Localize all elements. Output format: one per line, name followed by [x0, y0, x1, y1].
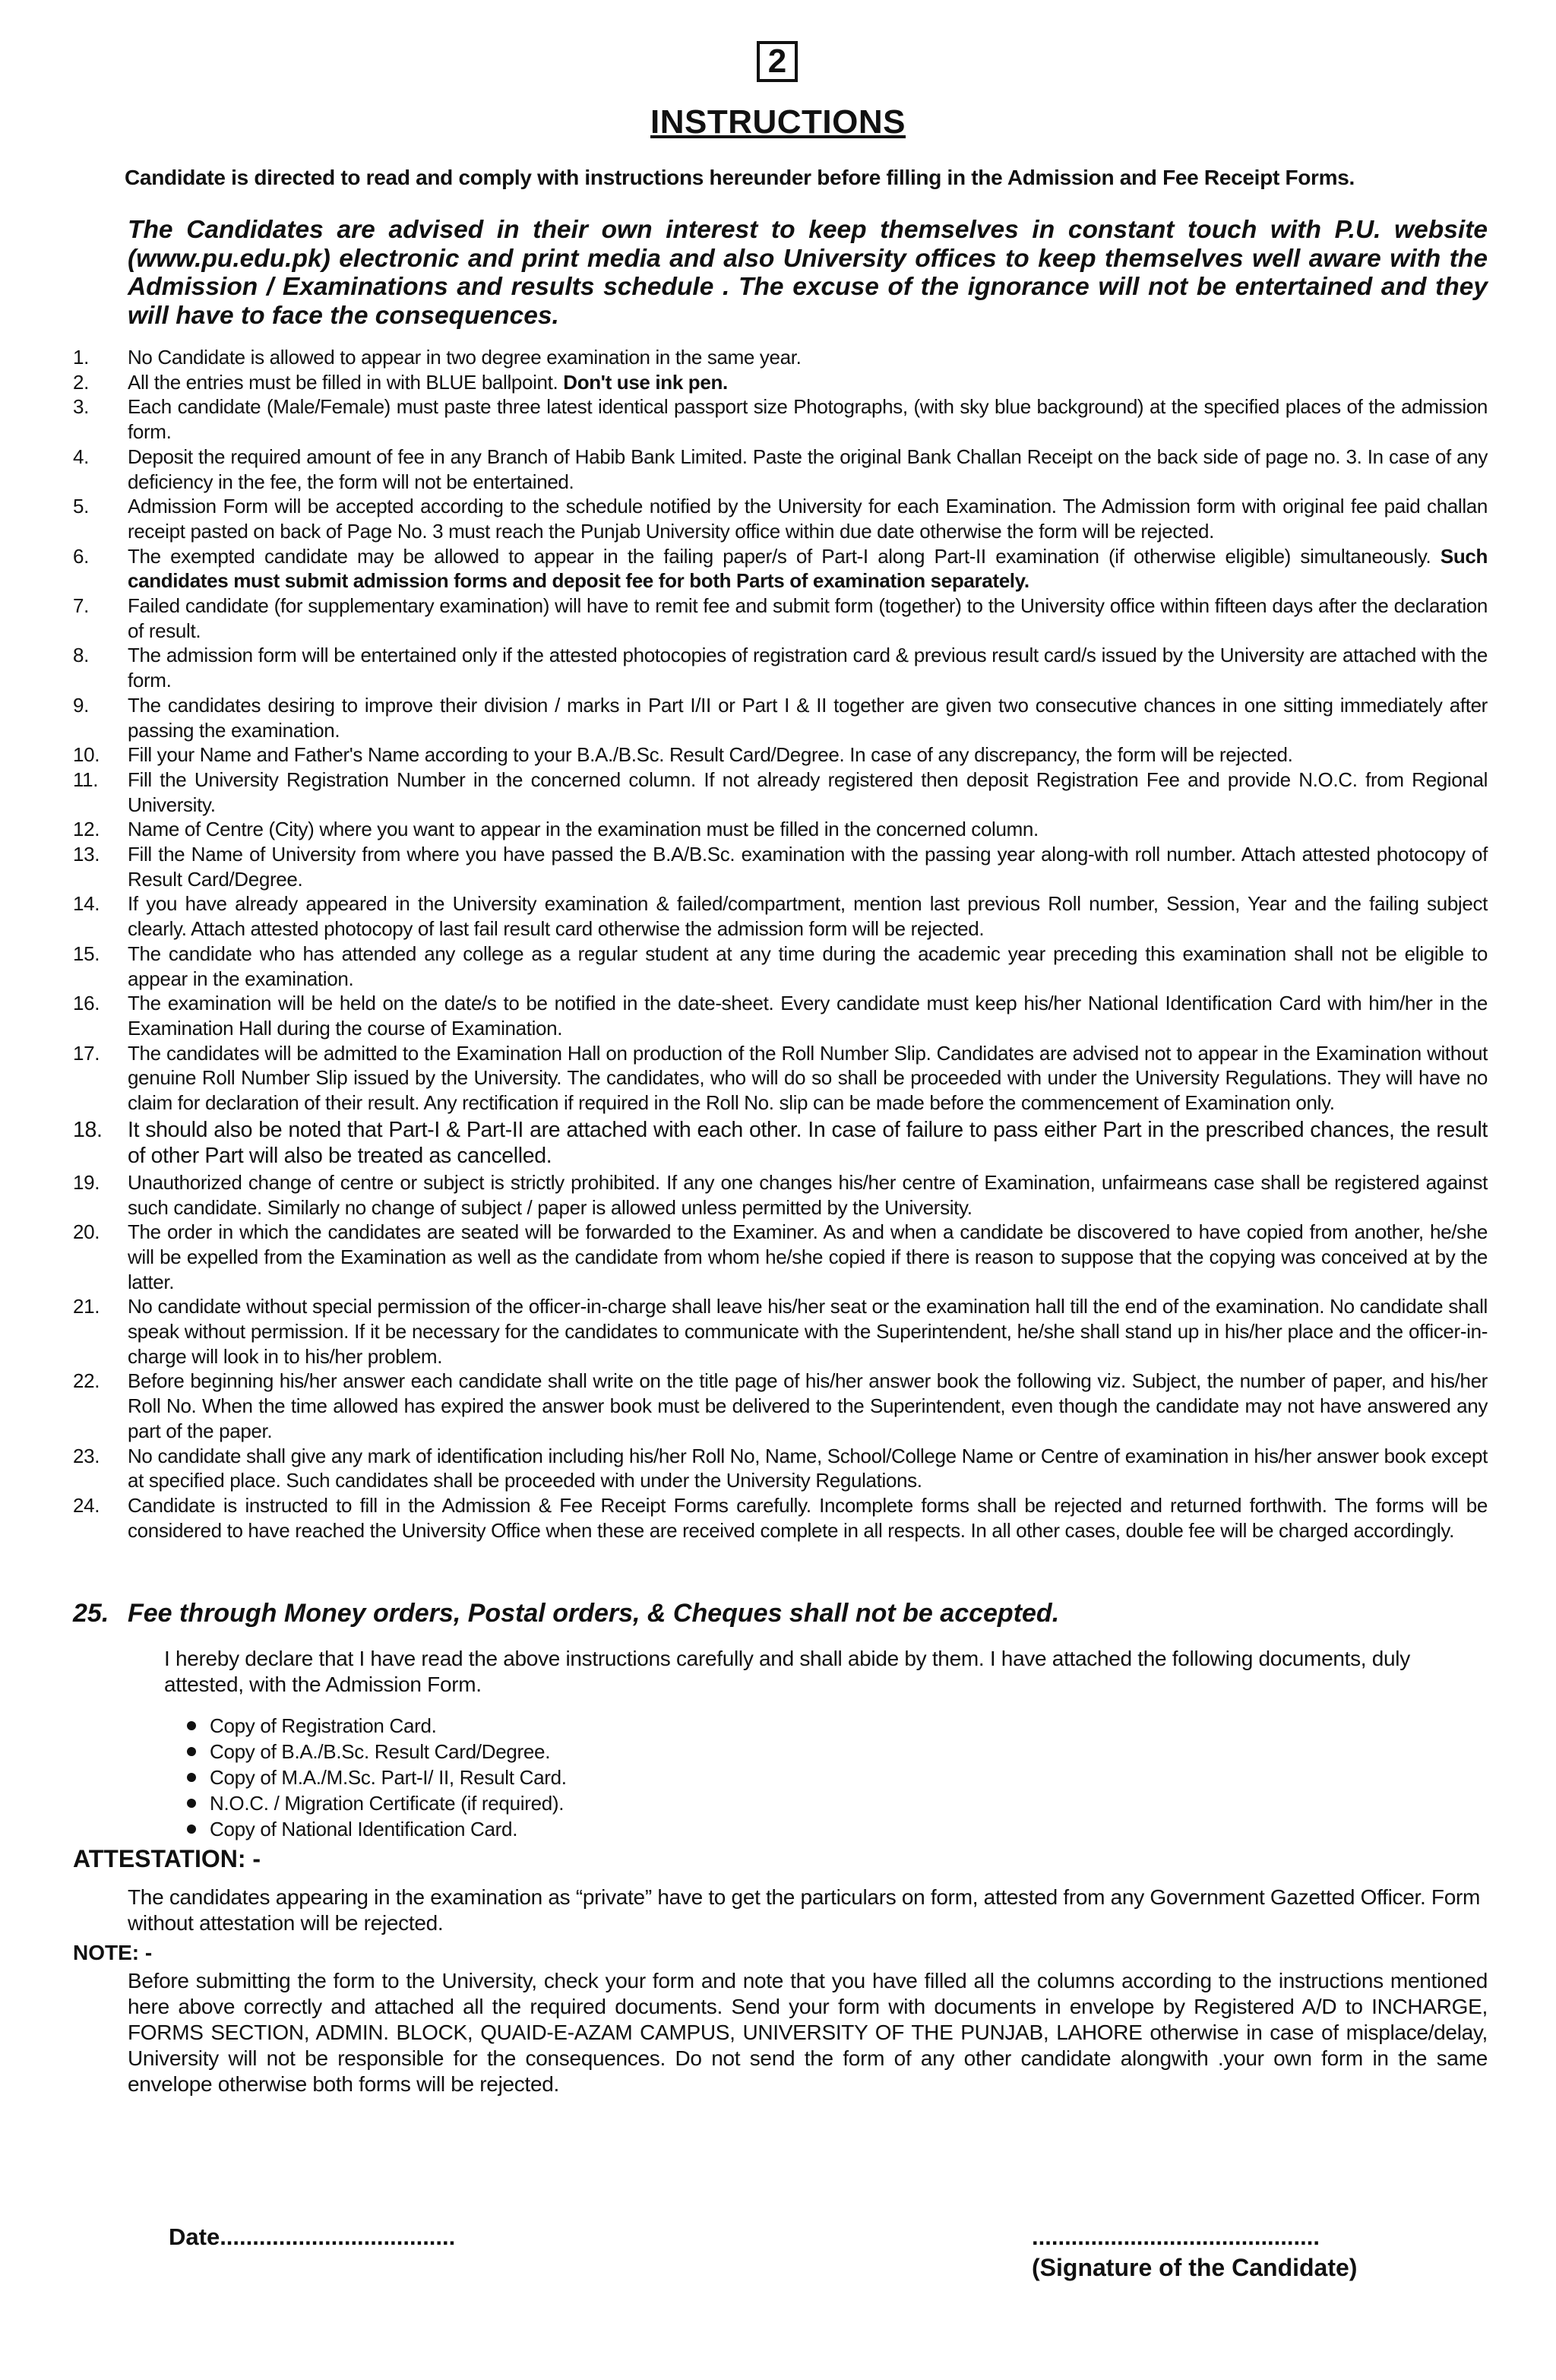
instruction-text — [128, 1220, 1488, 1294]
instruction-text — [128, 1369, 1488, 1443]
instruction-text — [128, 693, 1488, 742]
signature-line: ............................................ — [1032, 2223, 1320, 2250]
documents-list — [187, 1713, 567, 1842]
instruction-plain-text: Unauthorized change of centre or subject is strictly prohibited. If any one changes his/her centre of Examination, unfairmeans case shall be registered against such candidate. Similarly no change of subject / paper is allowed unless permitted by the University. — [128, 1170, 1488, 1219]
instruction-plain-text: It should also be noted that Part-I & Part-II are attached with each other. In case of failure to pass either Part in the prescribed chances, the result of other Part will also be treated as cancelled. — [128, 1117, 1488, 1168]
bullet-icon — [187, 1747, 196, 1756]
instruction-text — [128, 1493, 1488, 1543]
instruction-plain-text: Admission Form will be accepted according to the schedule notified by the University for each Examination. The Admission form with original fee paid challan receipt pasted on back of Page No. 3 must reach the Punjab University office within due date otherwise the form will be rejected. — [128, 495, 1488, 543]
instruction-plain-text: The admission form will be entertained only if the attested photocopies of registration card & previous result card/s issued by the University are attached with the form. — [128, 644, 1488, 692]
instruction-text — [128, 593, 1488, 643]
instruction-text — [128, 1117, 1488, 1169]
bullet-icon — [187, 1825, 196, 1834]
signature-label: (Signature of the Candidate) — [1032, 2254, 1358, 2281]
instruction-item — [0, 494, 1556, 543]
instruction-number: 21. — [73, 1295, 100, 1318]
instruction-plain-text: The candidate who has attended any college as a regular student at any time during the academic year preceding this examination shall not be eligible to appear in the examination. — [128, 942, 1488, 990]
instruction-bold-text: Don't use ink pen. — [563, 370, 728, 394]
instruction-item — [0, 445, 1556, 494]
instruction-item — [0, 1220, 1556, 1294]
instruction-number: 10. — [73, 743, 100, 767]
instruction-number: 3. — [73, 395, 89, 419]
instruction-plain-text: No candidate without special permission of the officer-in-charge shall leave his/her seat or the examination hall till the end of the examination. No candidate shall speak without permission. If it be necessary for the candidates to communicate with the Superintendent, he/she shall stand up in his/her place and the officer-in-charge will look in to his/her problem. — [128, 1295, 1488, 1368]
instruction-plain-text: If you have already appeared in the University examination & failed/compartment, mention last previous Roll number, Session, Year and the failing subject clearly. Attach attested photocopy of last fail result card otherwise the admission form will be rejected. — [128, 892, 1488, 941]
instruction-plain-text: The exempted candidate may be allowed to appear in the failing paper/s of Part-I along Part-II examination (if otherwise eligible) simultaneously. — [128, 544, 1441, 568]
advice-paragraph: The Candidates are advised in their own interest to keep themselves in constant touch with P.U. website (www.pu.edu.pk) electronic and print media and also University offices to keep themselves well aware with the Admission / Examinations and results schedule . The excuse of the ignorance will not be entertained and they will have to face the consequences. — [128, 216, 1488, 330]
instruction-text — [128, 842, 1488, 891]
instruction-text — [128, 544, 1488, 593]
instruction-number: 13. — [73, 843, 100, 866]
instruction-item — [0, 544, 1556, 593]
instruction-plain-text: Fill the University Registration Number in the concerned column. If not already registered then deposit Registration Fee and provide N.O.C. from Regional University. — [128, 767, 1488, 816]
instruction-text — [128, 345, 1488, 370]
instruction-number: 6. — [73, 544, 89, 568]
instruction-item — [0, 767, 1556, 817]
instruction-plain-text: The examination will be held on the date/s to be notified in the date-sheet. Every candidate must keep his/her National Identification Card with him/her in the Examination Hall during the course of Examination. — [128, 992, 1488, 1040]
page-title: INSTRUCTIONS — [650, 103, 906, 141]
instruction-item — [0, 1444, 1556, 1493]
note-heading: NOTE: - — [73, 1941, 153, 1964]
bullet-icon — [187, 1799, 196, 1808]
date-field: Date.................................... — [169, 2223, 456, 2250]
instruction-text — [128, 1294, 1488, 1369]
instruction-plain-text: Failed candidate (for supplementary examination) will have to remit fee and submit form (together) to the University office within fifteen days after the declaration of result. — [128, 594, 1488, 642]
instruction-number: 7. — [73, 594, 89, 618]
instruction-item — [0, 345, 1556, 370]
instruction-item — [0, 1493, 1556, 1543]
instruction-number: 17. — [73, 1041, 100, 1065]
instruction-item — [0, 370, 1556, 395]
document-name: Copy of National Identification Card. — [210, 1818, 518, 1840]
instruction-number: 8. — [73, 644, 89, 667]
instruction-item — [0, 817, 1556, 842]
instruction-number: 2. — [73, 370, 89, 394]
instruction-plain-text: Before beginning his/her answer each candidate shall write on the title page of his/her answer book the following viz. Subject, the number of paper, and his/her Roll No. When the time allowed has expired the answer book must be delivered to the Superintendent, even though the candidate may not have answered any part of the paper. — [128, 1369, 1488, 1442]
instruction-plain-text: The candidates desiring to improve their division / marks in Part I/II or Part I & II together are given two consecutive chances in one sitting immediately after passing the examination. — [128, 693, 1488, 742]
instruction-number: 19. — [73, 1170, 100, 1194]
instruction-number: 22. — [73, 1369, 100, 1393]
instruction-text — [128, 494, 1488, 543]
instruction-number: 18. — [73, 1117, 103, 1142]
instruction-number: 15. — [73, 942, 100, 965]
declaration-text: I hereby declare that I have read the above instructions carefully and shall abide by them. I have attached the following documents, duly attested, with the Admission Form. — [164, 1647, 1410, 1696]
instruction-number: 23. — [73, 1444, 100, 1467]
instructions-list — [0, 345, 1556, 1543]
document-list-item — [187, 1816, 567, 1842]
instruction-text — [128, 891, 1488, 941]
document-list-item — [187, 1764, 567, 1790]
document-name: Copy of Registration Card. — [210, 1714, 437, 1737]
note-text: Before submitting the form to the University, check your form and note that you have filled all the columns according to the instructions mentioned here above correctly and attached all the required documents. Send your form with documents in envelope by Registered A/D to INCHARGE, FORMS SECTION, ADMIN. BLOCK, QUAID-E-AZAM CAMPUS, UNIVERSITY OF THE PUNJAB, LAHORE otherwise in case of misplace/delay, University will not be responsible for the consequences. Do not send the form of any other candidate alongwith .your own form in the same envelope otherwise both forms will be rejected. — [128, 1969, 1488, 2096]
directive-text: Candidate is directed to read and comply with instructions hereunder before filling in the Admission and Fee Receipt Forms. — [125, 166, 1355, 189]
instruction-text — [128, 394, 1488, 444]
instruction-number: 4. — [73, 445, 89, 468]
instruction-text — [128, 991, 1488, 1040]
instruction-text — [128, 817, 1488, 842]
instruction-plain-text: The candidates will be admitted to the Examination Hall on production of the Roll Number Slip. Candidates are advised not to appear in the Examination without genuine Roll Number Slip issued by the University. The candidates, who will do so shall be proceeded with under the University Regulations. They will have no claim for declaration of their result. Any rectification if required in the Roll No. slip can be made before the commencement of Examination only. — [128, 1041, 1488, 1115]
instruction-number: 14. — [73, 892, 100, 916]
instruction-number: 16. — [73, 992, 100, 1015]
instruction-plain-text: No candidate shall give any mark of identification including his/her Roll No, Name, School/College Name or Centre of examination in his/her answer book except at specified place. Such candidates shall be proceeded with under the University Regulations. — [128, 1444, 1488, 1492]
page-number-box: 2 — [757, 41, 798, 82]
document-name: Copy of B.A./B.Sc. Result Card/Degree. — [210, 1740, 551, 1763]
instruction-plain-text: Each candidate (Male/Female) must paste three latest identical passport size Photographs, (with sky blue background) at the specified places of the admission form. — [128, 395, 1488, 444]
bullet-icon — [187, 1773, 196, 1782]
instruction-item — [0, 891, 1556, 941]
instruction-item — [0, 942, 1556, 991]
instruction-text — [128, 643, 1488, 692]
instruction-number: 24. — [73, 1493, 100, 1517]
attestation-heading: ATTESTATION: - — [73, 1845, 261, 1872]
instruction-text — [128, 370, 1488, 395]
instruction-text — [128, 445, 1488, 494]
instruction-text — [128, 1444, 1488, 1493]
document-name: N.O.C. / Migration Certificate (if required). — [210, 1792, 565, 1815]
instruction-item — [0, 1117, 1556, 1169]
instruction-number: 11. — [73, 767, 99, 791]
instruction-item — [0, 1369, 1556, 1443]
instruction-number: 9. — [73, 693, 89, 717]
document-list-item — [187, 1713, 567, 1739]
instruction-item — [0, 593, 1556, 643]
instruction-text — [128, 742, 1488, 767]
instruction-item — [0, 643, 1556, 692]
instruction-bold-text: Such candidates must submit admission forms and deposit fee for both Parts of examination separately. — [128, 544, 1488, 593]
instruction-item — [0, 742, 1556, 767]
instruction-number: 5. — [73, 495, 89, 518]
instruction-item — [0, 1041, 1556, 1116]
instruction-item — [0, 1294, 1556, 1369]
instruction-text: Fee through Money orders, Postal orders, & Cheques shall not be accepted. — [128, 1599, 1060, 1628]
document-list-item — [187, 1790, 567, 1816]
instruction-text — [128, 942, 1488, 991]
instruction-number: 20. — [73, 1220, 100, 1244]
instruction-plain-text: The order in which the candidates are seated will be forwarded to the Examiner. As and when a candidate be discovered to have copied from another, he/she will be expelled from the Examination as well as the candidate from whom he/she copied if there is reason to suppose that the copying was conceived at by the latter. — [128, 1220, 1488, 1293]
instruction-plain-text: Candidate is instructed to fill in the Admission & Fee Receipt Forms carefully. Incomplete forms shall be rejected and returned forthwith. The forms will be considered to have reached the University Office when these are received complete in all respects. In all other cases, double fee will be charged accordingly. — [128, 1493, 1488, 1542]
document-list-item — [187, 1739, 567, 1764]
instruction-number: 1. — [73, 346, 89, 369]
instruction-number: 25. — [73, 1599, 109, 1628]
instruction-item — [0, 394, 1556, 444]
instruction-text — [128, 1041, 1488, 1116]
instruction-plain-text: Fill the Name of University from where you have passed the B.A/B.Sc. examination with the passing year along-with roll number. Attach attested photocopy of Result Card/Degree. — [128, 843, 1488, 891]
instruction-item — [0, 842, 1556, 891]
instruction-item — [0, 693, 1556, 742]
bullet-icon — [187, 1721, 196, 1730]
instruction-plain-text: Deposit the required amount of fee in any Branch of Habib Bank Limited. Paste the original Bank Challan Receipt on the back side of page no. 3. In case of any deficiency in the fee, the form will not be entertained. — [128, 445, 1488, 493]
instruction-plain-text: Name of Centre (City) where you want to appear in the examination must be filled in the concerned column. — [128, 818, 1039, 841]
instruction-text — [128, 1170, 1488, 1220]
instruction-plain-text: No Candidate is allowed to appear in two degree examination in the same year. — [128, 346, 802, 369]
instruction-number: 12. — [73, 818, 100, 841]
instruction-item — [0, 1170, 1556, 1220]
instruction-plain-text: All the entries must be filled in with BLUE ballpoint. — [128, 370, 564, 394]
attestation-text: The candidates appearing in the examination as “private” have to get the particulars on form, attested from any Government Gazetted Officer. Form without attestation will be rejected. — [128, 1885, 1481, 1935]
instruction-text — [128, 767, 1488, 817]
instruction-item — [0, 991, 1556, 1040]
instruction-plain-text: Fill your Name and Father's Name according to your B.A./B.Sc. Result Card/Degree. In case of any discrepancy, the form will be rejected. — [128, 743, 1293, 767]
document-name: Copy of M.A./M.Sc. Part-I/ II, Result Card. — [210, 1766, 567, 1789]
